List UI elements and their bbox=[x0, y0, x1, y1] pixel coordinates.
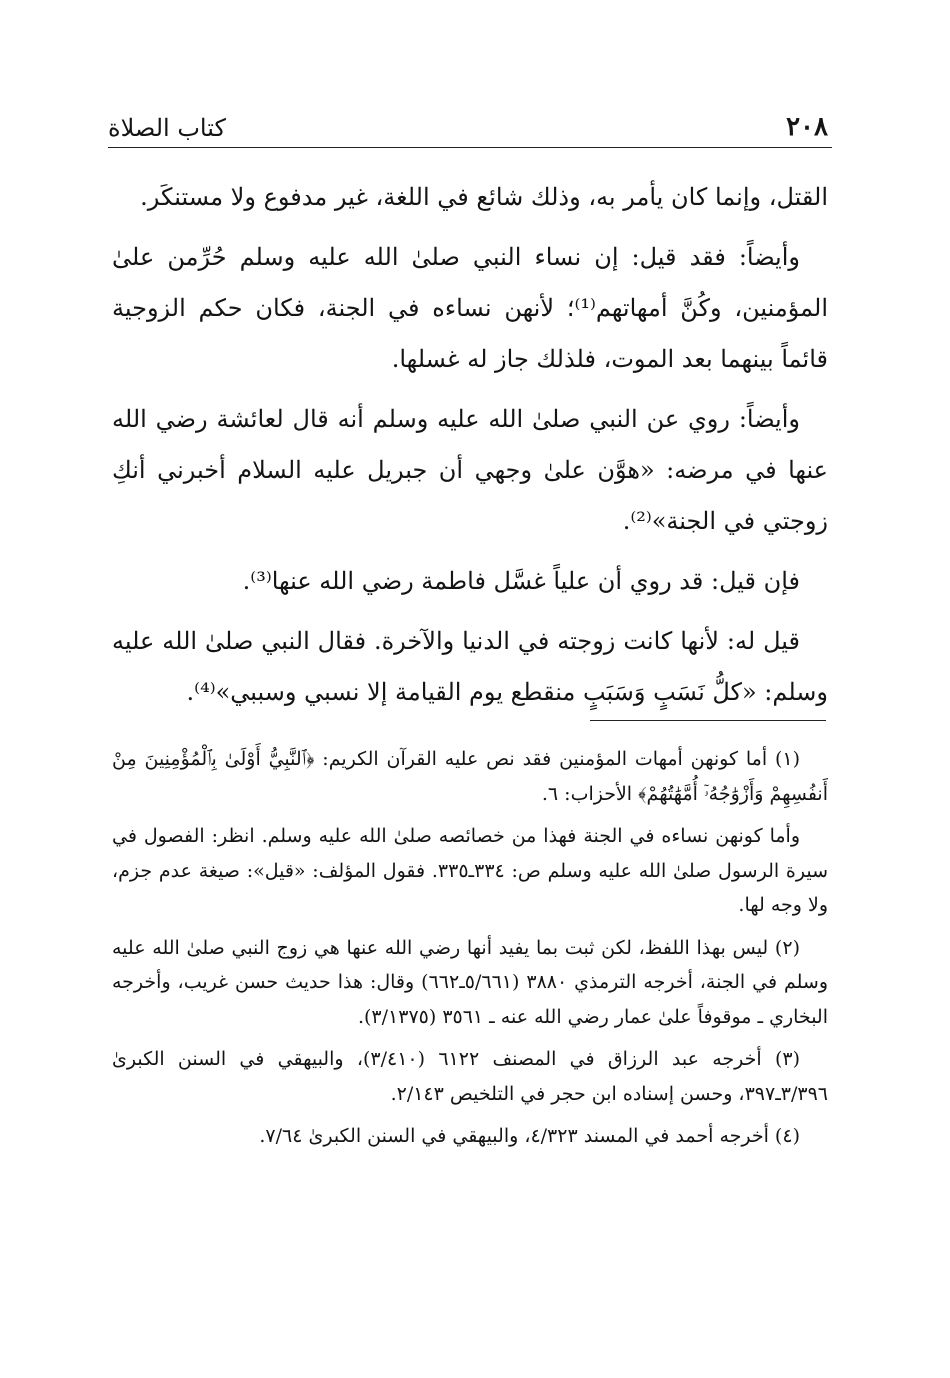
header-divider bbox=[108, 147, 832, 148]
body-paragraph-1: القتل، وإنما كان يأمر به، وذلك شائع في اللغة، غير مدفوع ولا مستنكَر. bbox=[140, 183, 828, 211]
body-paragraph-5: قيل له: لأنها كانت زوجته في الدنيا والآخرة. فقال النبي صلىٰ الله عليه وسلم: «كلُّ نَسَبٍ وَسَبَبٍ منقطع يوم القيامة إلا نسبي وسببي»⁽⁴⁾. bbox=[112, 627, 828, 706]
footnote-divider bbox=[590, 720, 826, 721]
footnote-1: (١) أما كونهن أمهات المؤمنين فقد نص عليه القرآن الكريم: ﴿ٱلنَّبِيُّ أَوْلَىٰ بِٱلْمُؤْمِنِينَ مِنْ أَنفُسِهِمْ وَأَزْوَٰجُهُۥٓ أُمَّهَٰتُهُمْ﴾ الأحزاب: ٦. bbox=[112, 748, 828, 805]
body-paragraph-3: وأيضاً: روي عن النبي صلىٰ الله عليه وسلم أنه قال لعائشة رضي الله عنها في مرضه: «هوَّن علىٰ وجهي أن جبريل عليه السلام أخبرني أنكِ زوجتي في الجنة»⁽²⁾. bbox=[112, 405, 828, 535]
footnote-4: (٤) أخرجه أحمد في المسند ٤/٣٢٣، والبيهقي في السنن الكبرىٰ ٧/٦٤. bbox=[259, 1125, 800, 1147]
main-text bbox=[112, 172, 828, 727]
footnote-3: (٣) أخرجه عبد الرزاق في المصنف ٦١٢٢ (٣/٤١٠)، والبيهقي في السنن الكبرىٰ ٣/٣٩٦ـ٣٩٧، وحسن إسناده ابن حجر في التلخيص ٢/١٤٣. bbox=[112, 1048, 828, 1105]
body-paragraph-2: وأيضاً: فقد قيل: إن نساء النبي صلىٰ الله عليه وسلم حُرِّمن علىٰ المؤمنين، وكُنَّ أمهاتهم⁽¹⁾؛ لأنهن نساءه في الجنة، فكان حكم الزوجية قائماً بينهما بعد الموت، فلذلك جاز له غسلها. bbox=[112, 243, 828, 373]
body-paragraph-4: فإن قيل: قد روي أن علياً غسَّل فاطمة رضي الله عنها⁽³⁾. bbox=[242, 567, 800, 595]
footnote-1-continued: وأما كونهن نساءه في الجنة فهذا من خصائصه صلىٰ الله عليه وسلم. انظر: الفصول في سيرة الرسول صلىٰ الله عليه وسلم ص: ٣٣٤ـ٣٣٥. فقول المؤلف: «قيل»: صيغة عدم جزم، ولا وجه لها. bbox=[112, 825, 829, 916]
footnote-2: (٢) ليس بهذا اللفظ، لكن ثبت بما يفيد أنها رضي الله عنها هي زوج النبي صلىٰ الله عليه وسلم في الجنة، أخرجه الترمذي ٣٨٨٠ (٥/٦٦١ـ٦٦٢) وقال: هذا حديث حسن غريب، وأخرجه البخاري ـ موقوفاً علىٰ عمار رضي الله عنه ـ ٣٥٦١ (٣/١٣٧٥). bbox=[112, 936, 829, 1028]
page-header bbox=[108, 100, 828, 142]
page-number: ٢٠٨ bbox=[786, 112, 828, 142]
footnotes bbox=[112, 742, 828, 1162]
running-title: كتاب الصلاة bbox=[108, 114, 226, 142]
